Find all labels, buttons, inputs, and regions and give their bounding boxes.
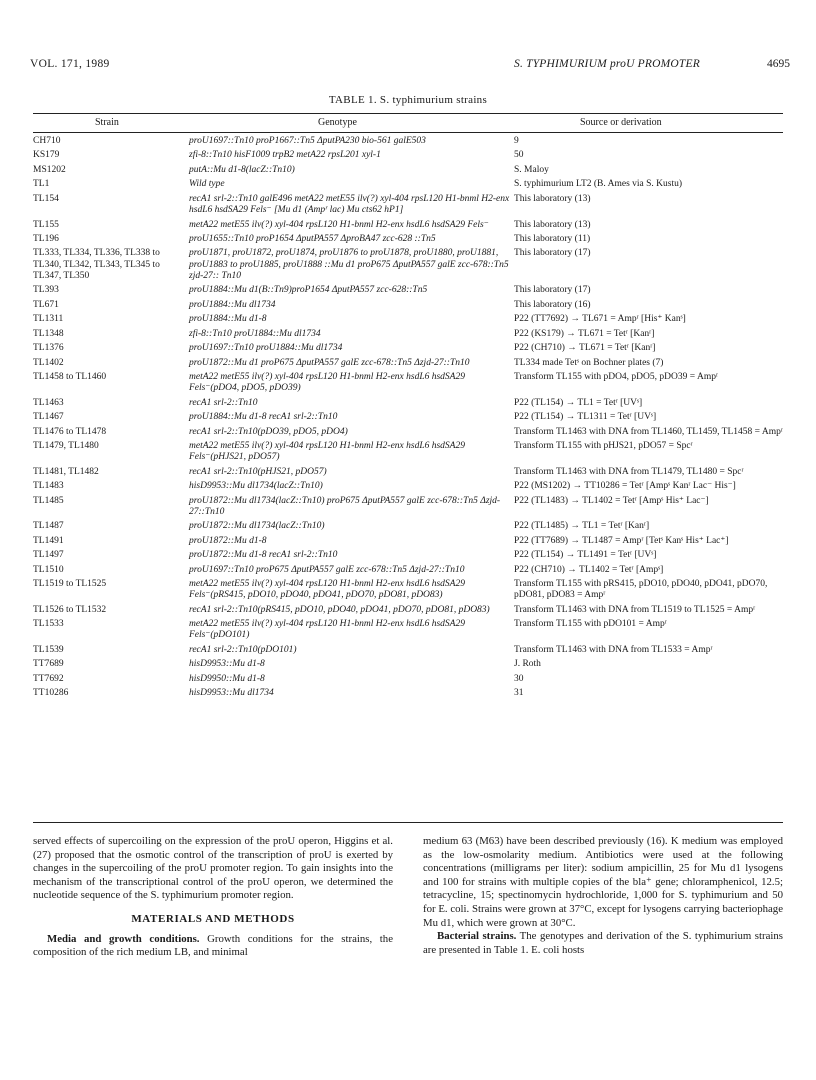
column-header-source: Source or derivation bbox=[580, 117, 662, 128]
running-title: S. TYPHIMURIUM proU PROMOTER bbox=[514, 58, 700, 70]
strain-cell: TL1491 bbox=[33, 535, 64, 546]
source-cell: P22 (CH710) → TL671 = Tetʳ [Kanʳ] bbox=[514, 343, 656, 354]
genotype-cell: proU1884::Mu d1(B::Tn9)proP1654 ΔputPA557 zcc-628::Tn5 bbox=[189, 285, 428, 296]
genotype-cell: recA1 srl-2::Tn10(pHJS21, pDO57) bbox=[189, 466, 327, 477]
strain-cell: TL1481, TL1482 bbox=[33, 466, 99, 477]
strain-cell: TL1526 to TL1532 bbox=[33, 604, 107, 615]
strain-cell: TL671 bbox=[33, 299, 59, 310]
table-row bbox=[33, 674, 783, 685]
source-cell: P22 (MS1202) → TT10286 = Tetʳ [Ampˢ Kanʳ Lac⁻ His⁻] bbox=[514, 481, 736, 492]
strain-cell: TL1402 bbox=[33, 357, 64, 368]
source-cell: Transform TL155 with pRS415, pDO10, pDO40, pDO41, pDO70, pDO81, pDO83 = Ampʳ bbox=[514, 579, 768, 601]
genotype-cell: hisD9950::Mu d1-8 bbox=[189, 673, 265, 684]
strain-cell: TL155 bbox=[33, 219, 59, 230]
table-row bbox=[33, 165, 783, 176]
genotype-cell: proU1872::Mu dl1734(lacZ::Tn10) bbox=[189, 521, 325, 532]
strain-cell: TL1479, TL1480 bbox=[33, 441, 99, 452]
strain-cell: TL1510 bbox=[33, 564, 64, 575]
strain-cell: TL1 bbox=[33, 179, 50, 190]
table-row bbox=[33, 412, 783, 423]
media-paragraph bbox=[33, 933, 393, 960]
strain-cell: TL333, TL334, TL336, TL338 to TL340, TL342, TL343, TL345 to TL347, TL350 bbox=[33, 248, 160, 281]
table-row bbox=[33, 314, 783, 325]
strain-cell: TL1311 bbox=[33, 314, 64, 325]
genotype-cell: recA1 srl-2::Tn10(pDO101) bbox=[189, 644, 297, 655]
table-row bbox=[33, 398, 783, 409]
source-cell: TL334 made Tetˢ on Bochner plates (7) bbox=[514, 357, 664, 368]
table-row bbox=[33, 441, 783, 463]
genotype-cell: metA22 metE55 ilv(?) xyl-404 rpsL120 H1-bnml H2-enx hsdL6 hsdSA29 Fels⁻(pHJS21, pDO57) bbox=[189, 441, 465, 463]
genotype-cell: hisD9953::Mu dl1734(lacZ::Tn10) bbox=[189, 481, 323, 492]
table-row bbox=[33, 579, 783, 601]
genotype-cell: proU1872::Mu d1-8 bbox=[189, 535, 267, 546]
strain-cell: KS179 bbox=[33, 150, 60, 161]
strains-paragraph-lead: Bacterial strains. bbox=[437, 930, 517, 943]
table-row bbox=[33, 150, 783, 161]
table-row bbox=[33, 521, 783, 532]
genotype-cell: proU1655::Tn10 proP1654 ΔputPA557 ΔproBA47 zcc-628 ::Tn5 bbox=[189, 234, 436, 244]
table-row bbox=[33, 688, 783, 699]
source-cell: Transform TL1463 with DNA from TL1479, TL1480 = Spcʳ bbox=[514, 466, 744, 477]
source-cell: 30 bbox=[514, 673, 524, 684]
table-row bbox=[33, 605, 783, 616]
source-cell: P22 (KS179) → TL671 = Tetʳ [Kanʳ] bbox=[514, 328, 655, 339]
genotype-cell: proU1697::Tn10 proP675 ΔputPA557 galE zcc-678::Tn5 Δzjd-27::Tn10 bbox=[189, 564, 465, 575]
genotype-cell: zfi-8::Tn10 hisF1009 trpB2 metA22 rpsL201 xyl-1 bbox=[189, 150, 381, 161]
genotype-cell: proU1884::Mu d1-8 bbox=[189, 314, 267, 325]
source-cell: P22 (TL1483) → TL1402 = Tetʳ [Ampˢ His⁺ Lac⁻] bbox=[514, 495, 709, 506]
strain-cell: TL1467 bbox=[33, 412, 64, 423]
source-cell: This laboratory (13) bbox=[514, 193, 591, 204]
source-cell: Transform TL1463 with DNA from TL1519 to TL1525 = Ampʳ bbox=[514, 604, 756, 615]
source-cell: 31 bbox=[514, 688, 524, 699]
table-row bbox=[33, 234, 783, 245]
genotype-cell: recA1 srl-2::Tn10(pDO39, pDO5, pDO4) bbox=[189, 426, 348, 437]
strain-cell: TL1485 bbox=[33, 495, 64, 506]
genotype-cell: metA22 metE55 ilv(?) xyl-404 rpsL120 H1-bnml H2-enx hsdL6 hsdSA29 Fels⁻(pDO101) bbox=[189, 619, 465, 641]
table-row bbox=[33, 194, 783, 216]
genotype-cell: proU1697::Tn10 proP1667::Tn5 ΔputPA230 bio-561 galE503 bbox=[189, 136, 426, 146]
genotype-cell: metA22 metE55 ilv(?) xyl-404 rpsL120 H1-bnml H2-enx hsdL6 hsdSA29 Fels⁻(pDO4, pDO5, pDO39) bbox=[189, 372, 465, 394]
source-cell: P22 (TL1485) → TL1 = Tetʳ [Kanʳ] bbox=[514, 521, 650, 532]
table-row bbox=[33, 372, 783, 394]
table-row bbox=[33, 285, 783, 296]
genotype-cell: hisD9953::Mu dl1734 bbox=[189, 688, 274, 699]
body-column-left bbox=[33, 835, 393, 960]
genotype-cell: hisD9953::Mu d1-8 bbox=[189, 659, 265, 670]
strain-cell: TL196 bbox=[33, 234, 59, 244]
table-row bbox=[33, 659, 783, 670]
running-head bbox=[30, 58, 790, 74]
genotype-cell: proU1697::Tn10 proU1884::Mu dl1734 bbox=[189, 343, 343, 354]
genotype-cell: proU1884::Mu d1-8 recA1 srl-2::Tn10 bbox=[189, 412, 338, 423]
genotype-cell: zfi-8::Tn10 proU1884::Mu dl1734 bbox=[189, 328, 321, 339]
table-row bbox=[33, 300, 783, 311]
strain-cell: TL393 bbox=[33, 285, 59, 296]
table-row bbox=[33, 565, 783, 576]
strain-cell: CH710 bbox=[33, 136, 61, 146]
strain-cell: TL1376 bbox=[33, 343, 64, 354]
strain-cell: TT10286 bbox=[33, 688, 69, 699]
source-cell: J. Roth bbox=[514, 659, 541, 670]
source-cell: Transform TL1463 with DNA from TL1460, TL1459, TL1458 = Ampʳ bbox=[514, 426, 783, 437]
table-row bbox=[33, 481, 783, 492]
table-row bbox=[33, 248, 783, 281]
intro-paragraph: served effects of supercoiling on the expression of the proU operon, Higgins et al. (27) proposed that the osmotic control of the transcription of proU is exerted by changes in the supercoiling of the proU promoter region. To gain insights into the mechanism of the transcriptional control of the proU operon, we determined the nucleotide sequence of the S. typhimurium promoter region. bbox=[33, 835, 393, 902]
genotype-cell: proU1872::Mu d1-8 recA1 srl-2::Tn10 bbox=[189, 550, 338, 561]
strain-cell: TL1487 bbox=[33, 521, 64, 532]
table-title: TABLE 1. S. typhimurium strains bbox=[328, 94, 488, 106]
genotype-cell: proU1884::Mu dl1734 bbox=[189, 299, 276, 310]
table-row bbox=[33, 427, 783, 438]
table-row bbox=[33, 496, 783, 518]
table-row bbox=[33, 550, 783, 561]
source-cell: This laboratory (13) bbox=[514, 219, 591, 230]
source-cell: 50 bbox=[514, 150, 524, 161]
strain-cell: MS1202 bbox=[33, 164, 66, 175]
source-cell: Transform TL155 with pHJS21, pDO57 = Spcʳ bbox=[514, 441, 693, 452]
strain-cell: TL1458 to TL1460 bbox=[33, 372, 107, 383]
genotype-cell: proU1872::Mu d1 proP675 ΔputPA557 galE zcc-678::Tn5 Δzjd-27::Tn10 bbox=[189, 357, 470, 368]
table-row bbox=[33, 536, 783, 547]
table-bottom-rule bbox=[33, 822, 783, 823]
column-header-genotype: Genotype bbox=[318, 117, 357, 128]
table-row bbox=[33, 619, 783, 641]
source-cell: P22 (TL154) → TL1 = Tetʳ [UVˢ] bbox=[514, 397, 643, 408]
genotype-cell: recA1 srl-2::Tn10 galE496 metA22 metE55 ilv(?) xyl-404 rpsL120 H1-bnml H2-enx hsdL6 hsdSA29 Fels⁻ [Mu d1 (Ampʳ lac) Mu cts62 hP1] bbox=[189, 193, 510, 216]
strain-cell: TL1519 to TL1525 bbox=[33, 579, 107, 590]
source-cell: This laboratory (17) bbox=[514, 285, 591, 296]
journal-volume: VOL. 171, 1989 bbox=[30, 58, 110, 70]
body-column-right bbox=[423, 835, 783, 957]
table-row bbox=[33, 329, 783, 340]
strain-cell: TL154 bbox=[33, 193, 59, 204]
genotype-cell: recA1 srl-2::Tn10 bbox=[189, 397, 258, 408]
media-paragraph-lead: Media and growth conditions. bbox=[47, 932, 200, 945]
genotype-cell: metA22 metE55 ilv(?) xyl-404 rpsL120 H1-bnml H2-enx hsdL6 hsdSA29 Fels⁻(pRS415, pDO10, pDO40, pDO41, pDO70, pDO81, pDO83) bbox=[189, 579, 465, 601]
strain-cell: TL1476 to TL1478 bbox=[33, 426, 107, 437]
source-cell: Transform TL155 with pDO4, pDO5, pDO39 = Ampʳ bbox=[514, 372, 719, 383]
source-cell: P22 (TL154) → TL1311 = Tetʳ [UVˢ] bbox=[514, 412, 657, 423]
section-heading: MATERIALS AND METHODS bbox=[131, 912, 295, 925]
source-cell: S. Maloy bbox=[514, 164, 549, 175]
genotype-cell: proU1871, proU1872, proU1874, proU1876 to proU1878, proU1880, proU1881, proU1883 to proU1885, proU1888 ::Mu d1 proP675 ΔputPA557 galE zcc-678::Tn5 zjd-27:: Tn10 bbox=[189, 248, 509, 281]
genotype-cell: putA::Mu d1-8(lacZ::Tn10) bbox=[189, 164, 295, 175]
strain-cell: TL1483 bbox=[33, 481, 64, 492]
source-cell: 9 bbox=[514, 136, 519, 146]
strain-cell: TL1497 bbox=[33, 550, 64, 561]
table-row bbox=[33, 358, 783, 369]
column-header-strain: Strain bbox=[95, 117, 119, 128]
strain-cell: TL1463 bbox=[33, 397, 64, 408]
strain-cell: TL1348 bbox=[33, 328, 64, 339]
antibiotics-paragraph: medium 63 (M63) have been described previously (16). K medium was employed as the low-osmolarity medium. Antibiotics were used at the following concentrations (milligrams per liter): sodium ampicillin, 25 for Mu d1 lysogens and 100 for strains with multiple copies of the bla⁺ gene; chloramphenicol, 12.5; tetracycline, 15; spectinomycin hydrochloride, 1,000 for S. typhimurium and 50 for E. coli. Strains were grown at 37°C, except for lysogens carrying bacteriophage Mu d1, which were grown at 30°C. bbox=[423, 835, 783, 929]
source-cell: This laboratory (17) bbox=[514, 248, 591, 259]
strain-cell: TT7692 bbox=[33, 673, 64, 684]
source-cell: Transform TL155 with pDO101 = Ampʳ bbox=[514, 619, 667, 630]
table-row bbox=[33, 645, 783, 656]
source-cell: P22 (TT7689) → TL1487 = Ampʳ [Tetˢ Kanˢ His⁺ Lac⁺] bbox=[514, 535, 729, 546]
source-cell: This laboratory (11) bbox=[514, 234, 591, 244]
source-cell: This laboratory (16) bbox=[514, 299, 591, 310]
genotype-cell: proU1872::Mu dl1734(lacZ::Tn10) proP675 ΔputPA557 galE zcc-678::Tn5 Δzjd-27::Tn10 bbox=[189, 495, 501, 517]
table-row bbox=[33, 220, 783, 231]
strain-cell: TT7689 bbox=[33, 659, 64, 670]
table-row bbox=[33, 179, 783, 190]
strain-cell: TL1533 bbox=[33, 619, 64, 630]
source-cell: P22 (TL154) → TL1491 = Tetʳ [UVˢ] bbox=[514, 550, 657, 561]
table-body bbox=[33, 136, 783, 703]
source-cell: S. typhimurium LT2 (B. Ames via S. Kustu) bbox=[514, 179, 683, 190]
source-cell: Transform TL1463 with DNA from TL1533 = Ampʳ bbox=[514, 644, 713, 655]
table-row bbox=[33, 467, 783, 478]
source-cell: P22 (TT7692) → TL671 = Ampʳ [His⁺ Kanˢ] bbox=[514, 314, 686, 325]
genotype-cell: recA1 srl-2::Tn10(pRS415, pDO10, pDO40, pDO41, pDO70, pDO81, pDO83) bbox=[189, 604, 490, 615]
media-paragraph-text: Growth conditions for the strains, the composition of the rich medium LB, and minimal bbox=[33, 932, 393, 959]
source-cell: P22 (CH710) → TL1402 = Tetʳ [Ampˢ] bbox=[514, 564, 664, 575]
genotype-cell: metA22 metE55 ilv(?) xyl-404 rpsL120 H1-bnml H2-enx hsdL6 hsdSA29 Fels⁻ bbox=[189, 219, 489, 230]
table-header-rule bbox=[33, 132, 783, 133]
table-row bbox=[33, 136, 783, 147]
strains-paragraph-text: The genotypes and derivation of the S. typhimurium strains are presented in Table 1. E. coli hosts bbox=[423, 930, 784, 956]
strain-cell: TL1539 bbox=[33, 644, 64, 655]
table-top-rule bbox=[33, 113, 783, 114]
strains-paragraph bbox=[423, 930, 783, 957]
genotype-cell: Wild type bbox=[189, 179, 225, 190]
table-row bbox=[33, 343, 783, 354]
page-number: 4695 bbox=[767, 58, 790, 70]
